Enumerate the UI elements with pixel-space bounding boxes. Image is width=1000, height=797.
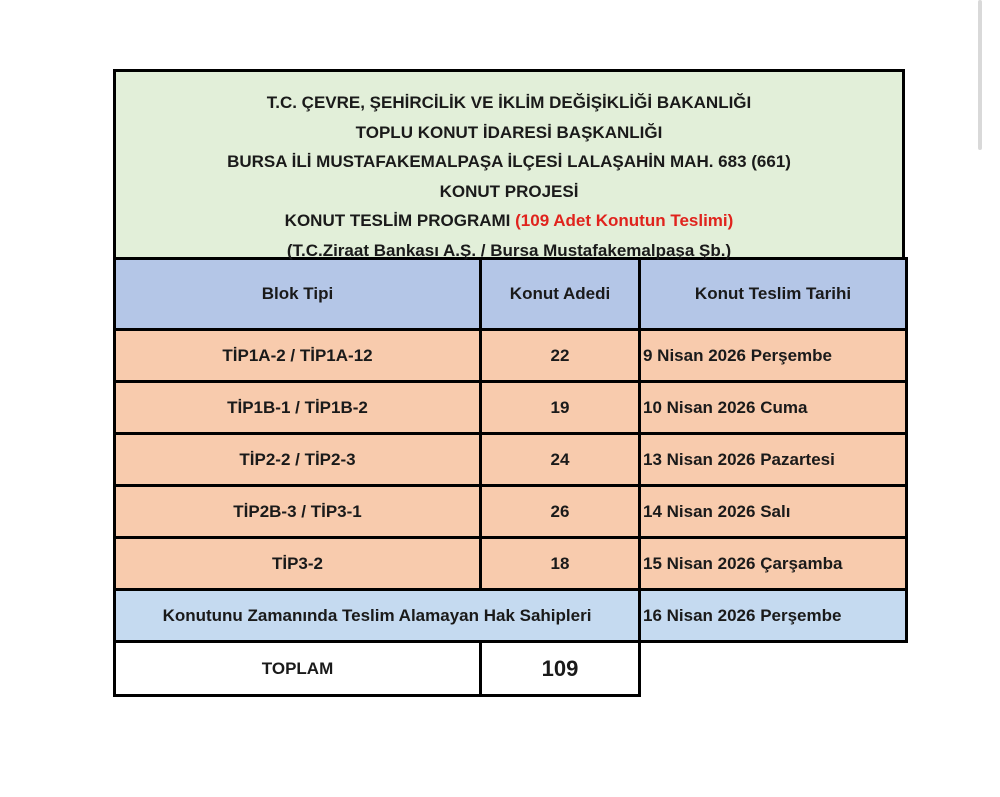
table-row	[115, 330, 907, 382]
cell-teslim-tarihi: 9 Nisan 2026 Perşembe	[640, 330, 907, 382]
total-value: 109	[481, 642, 640, 696]
column-header-teslim-tarihi: Konut Teslim Tarihi	[640, 259, 907, 330]
cell-blok-tipi: TİP1A-2 / TİP1A-12	[115, 330, 481, 382]
program-title-main: KONUT TESLİM PROGRAMI	[284, 211, 516, 230]
total-blank-cell	[640, 642, 907, 696]
table-row	[115, 486, 907, 538]
late-delivery-label: Konutunu Zamanında Teslim Alamayan Hak Sahipleri	[115, 590, 640, 642]
cell-blok-tipi: TİP3-2	[115, 538, 481, 590]
program-title-highlight: (109 Adet Konutun Teslimi)	[515, 211, 734, 230]
late-delivery-date: 16 Nisan 2026 Perşembe	[640, 590, 907, 642]
table-row	[115, 434, 907, 486]
late-delivery-row	[115, 590, 907, 642]
ministry-title: T.C. ÇEVRE, ŞEHİRCİLİK VE İKLİM DEĞİŞİKLİĞİ BAKANLIĞI	[266, 93, 752, 112]
location-title: BURSA İLİ MUSTAFAKEMALPAŞA İLÇESİ LALAŞAHİN MAH. 683 (661)	[227, 152, 791, 171]
scrollbar[interactable]	[978, 0, 982, 150]
delivery-program-document	[113, 69, 905, 697]
cell-konut-adedi: 22	[481, 330, 640, 382]
total-label: TOPLAM	[115, 642, 481, 696]
cell-teslim-tarihi: 15 Nisan 2026 Çarşamba	[640, 538, 907, 590]
administration-title: TOPLU KONUT İDARESİ BAŞKANLIĞI	[355, 122, 663, 142]
column-header-blok-tipi: Blok Tipi	[115, 259, 481, 330]
cell-konut-adedi: 18	[481, 538, 640, 590]
cell-konut-adedi: 26	[481, 486, 640, 538]
cell-teslim-tarihi: 13 Nisan 2026 Pazartesi	[640, 434, 907, 486]
delivery-table	[113, 257, 908, 697]
cell-teslim-tarihi: 14 Nisan 2026 Salı	[640, 486, 907, 538]
table-row	[115, 538, 907, 590]
cell-konut-adedi: 19	[481, 382, 640, 434]
program-title	[116, 206, 902, 236]
cell-teslim-tarihi: 10 Nisan 2026 Cuma	[640, 382, 907, 434]
bank-title: (T.C.Ziraat Bankası A.Ş. / Bursa Mustafakemalpaşa Şb.)	[286, 240, 732, 260]
project-title: KONUT PROJESİ	[439, 181, 579, 201]
cell-blok-tipi: TİP2-2 / TİP2-3	[115, 434, 481, 486]
document-header	[113, 69, 905, 260]
cell-blok-tipi: TİP2B-3 / TİP3-1	[115, 486, 481, 538]
table-row	[115, 382, 907, 434]
total-row	[115, 642, 907, 696]
cell-konut-adedi: 24	[481, 434, 640, 486]
table-header-row	[115, 259, 907, 330]
cell-blok-tipi: TİP1B-1 / TİP1B-2	[115, 382, 481, 434]
column-header-konut-adedi: Konut Adedi	[481, 259, 640, 330]
